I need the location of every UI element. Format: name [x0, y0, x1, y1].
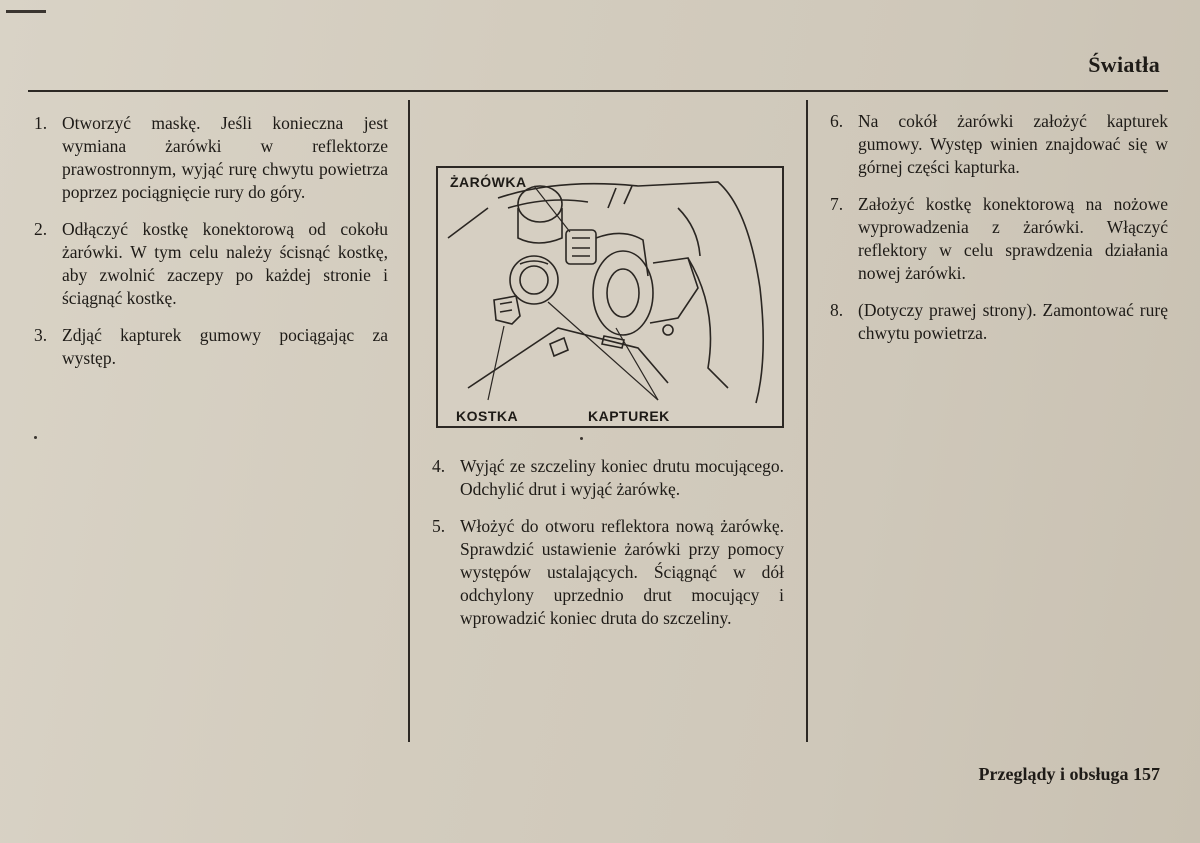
step-number: 4.	[432, 456, 446, 476]
step-5	[432, 515, 784, 630]
column-divider-left	[408, 100, 410, 742]
step-4	[432, 455, 784, 501]
print-speck	[34, 436, 37, 439]
label-connector: KOSTKA	[456, 408, 519, 424]
rubber-cap	[510, 256, 558, 304]
connector	[494, 296, 520, 324]
section-title: Światła	[1088, 52, 1160, 77]
column-1	[34, 112, 388, 384]
step-number: 8.	[830, 300, 844, 320]
column-divider-right	[806, 100, 808, 742]
step-number: 2.	[34, 219, 48, 239]
step-number: 7.	[830, 194, 844, 214]
step-number: 1.	[34, 113, 48, 133]
step-3	[34, 324, 388, 370]
step-2	[34, 218, 388, 310]
step-text: Założyć kostkę konektorową na nożowe wyprowadzenia z żarówki. Włączyć reflektory w celu sprawdzenia działania nowej żarówki.	[858, 194, 1168, 283]
headlight-bulb-illustration	[436, 166, 784, 428]
column-2	[432, 455, 784, 644]
step-number: 3.	[34, 325, 48, 345]
step-6	[830, 110, 1168, 179]
step-text: Zdjąć kapturek gumowy pociągając za występ.	[62, 325, 388, 368]
step-8	[830, 299, 1168, 345]
label-cap: KAPTUREK	[588, 408, 670, 424]
step-text: Otworzyć maskę. Jeśli konieczna jest wymiana żarówki w reflektorze prawostronnym, wyjąć rurę chwytu powietrza poprzez pociągnięcie rury do góry.	[62, 113, 388, 202]
step-text: Wyjąć ze szczeliny koniec drutu mocującego. Odchylić drut i wyjąć żarówkę.	[460, 456, 784, 499]
bulb-socket	[566, 230, 596, 264]
illustration-drawing	[438, 168, 782, 426]
page-footer: Przeglądy i obsługa 157	[978, 764, 1160, 784]
step-text: Na cokół żarówki założyć kapturek gumowy. Występ winien znajdować się w górnej części kapturka.	[858, 111, 1168, 177]
print-speck	[580, 437, 583, 440]
step-number: 5.	[432, 516, 446, 536]
step-number: 6.	[830, 111, 844, 131]
step-7	[830, 193, 1168, 285]
step-text: Włożyć do otworu reflektora nową żarówkę. Sprawdzić ustawienie żarówki przy pomocy występów ustalających. Ściągnąć w dół odchylony uprzednio drut mocujący i wprowadzić koniec druta do szczeliny.	[460, 516, 784, 628]
label-bulb: ŻARÓWKA	[450, 174, 527, 190]
step-1	[34, 112, 388, 204]
corner-mark	[6, 10, 46, 13]
top-rule	[28, 90, 1168, 92]
column-3	[830, 110, 1168, 359]
panel-outline	[498, 182, 763, 403]
headlight-housing	[593, 251, 653, 335]
step-text: Odłączyć kostkę konektorową od cokołu żarówki. W tym celu należy ścisnąć kostkę, aby zwolnić zaczepy po każdej stronie i ściągnąć kostkę.	[62, 219, 388, 308]
step-text: (Dotyczy prawej strony). Zamontować rurę chwytu powietrza.	[858, 300, 1168, 343]
